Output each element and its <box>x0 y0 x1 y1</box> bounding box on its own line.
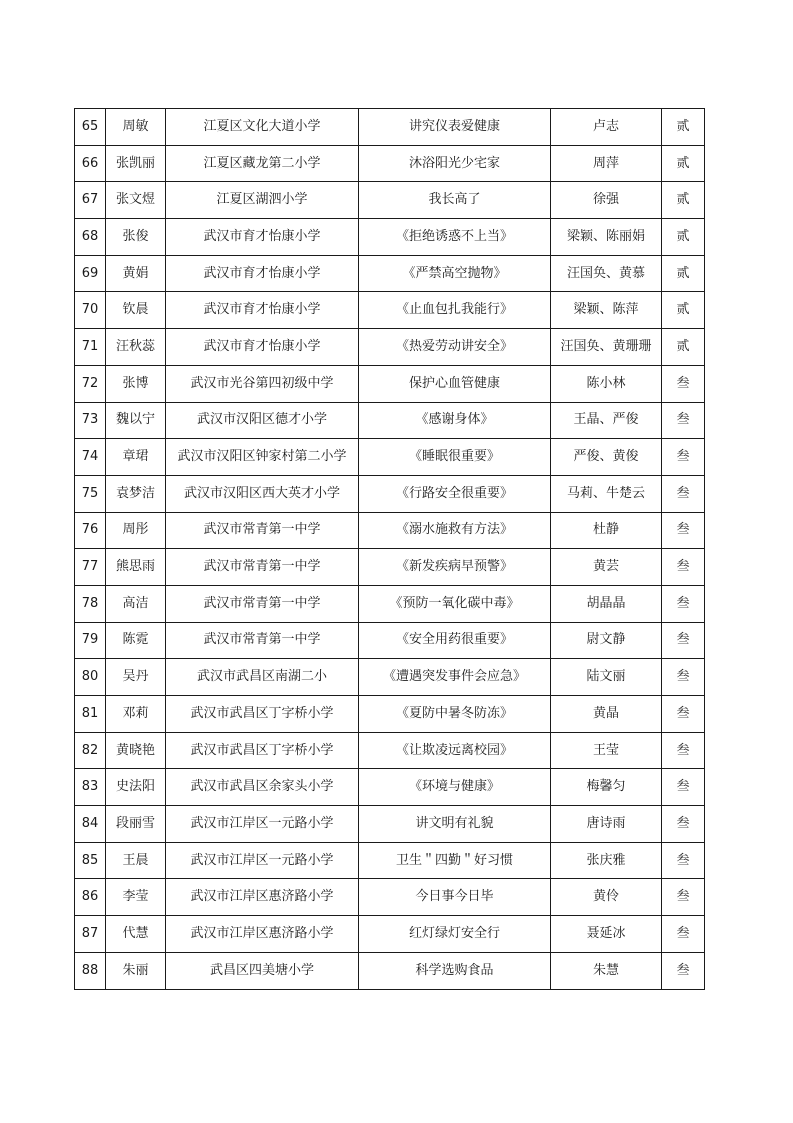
award-level: 叁 <box>662 402 705 439</box>
school-name: 武汉市育才怡康小学 <box>166 255 359 292</box>
entry-title: 讲文明有礼貌 <box>359 806 551 843</box>
entry-number: 77 <box>75 549 106 586</box>
table-row <box>75 439 705 476</box>
entry-title: 科学选购食品 <box>359 952 551 989</box>
table-row <box>75 219 705 256</box>
student-name: 代慧 <box>106 916 166 953</box>
entry-number: 74 <box>75 439 106 476</box>
student-name: 章珺 <box>106 439 166 476</box>
school-name: 武昌区四美塘小学 <box>166 952 359 989</box>
school-name: 武汉市汉阳区德才小学 <box>166 402 359 439</box>
student-name: 王晨 <box>106 842 166 879</box>
award-level: 贰 <box>662 182 705 219</box>
award-level: 叁 <box>662 439 705 476</box>
table-row <box>75 549 705 586</box>
table-row <box>75 512 705 549</box>
entry-title: 《睡眠很重要》 <box>359 439 551 476</box>
entry-number: 75 <box>75 475 106 512</box>
award-level: 叁 <box>662 916 705 953</box>
table-row <box>75 145 705 182</box>
teacher-name: 汪国奂、黄珊珊 <box>551 329 662 366</box>
entry-title: 卫生＂四勤＂好习惯 <box>359 842 551 879</box>
student-name: 史法阳 <box>106 769 166 806</box>
award-level: 叁 <box>662 512 705 549</box>
school-name: 武汉市武昌区余家头小学 <box>166 769 359 806</box>
entry-number: 86 <box>75 879 106 916</box>
award-level: 叁 <box>662 769 705 806</box>
table-row <box>75 769 705 806</box>
student-name: 魏以宁 <box>106 402 166 439</box>
teacher-name: 陆文丽 <box>551 659 662 696</box>
student-name: 熊思雨 <box>106 549 166 586</box>
entry-number: 81 <box>75 696 106 733</box>
entry-title: 《热爱劳动讲安全》 <box>359 329 551 366</box>
entry-title: 我长高了 <box>359 182 551 219</box>
table-row <box>75 365 705 402</box>
teacher-name: 徐强 <box>551 182 662 219</box>
teacher-name: 严俊、黄俊 <box>551 439 662 476</box>
student-name: 张俊 <box>106 219 166 256</box>
student-name: 张文煜 <box>106 182 166 219</box>
entry-number: 83 <box>75 769 106 806</box>
award-level: 贰 <box>662 255 705 292</box>
teacher-name: 马莉、牛楚云 <box>551 475 662 512</box>
table-row <box>75 329 705 366</box>
teacher-name: 张庆雅 <box>551 842 662 879</box>
teacher-name: 梁颖、陈丽娟 <box>551 219 662 256</box>
award-level: 贰 <box>662 292 705 329</box>
table-row <box>75 952 705 989</box>
award-level: 叁 <box>662 952 705 989</box>
award-level: 叁 <box>662 806 705 843</box>
entry-number: 69 <box>75 255 106 292</box>
entry-number: 71 <box>75 329 106 366</box>
teacher-name: 朱慧 <box>551 952 662 989</box>
award-level: 叁 <box>662 732 705 769</box>
school-name: 武汉市光谷第四初级中学 <box>166 365 359 402</box>
entry-title: 《夏防中暑冬防冻》 <box>359 696 551 733</box>
award-level: 叁 <box>662 365 705 402</box>
entry-title: 《严禁高空抛物》 <box>359 255 551 292</box>
entry-number: 78 <box>75 585 106 622</box>
entry-title: 讲究仪表爱健康 <box>359 109 551 146</box>
entry-title: 《溺水施救有方法》 <box>359 512 551 549</box>
entry-title: 《拒绝诱惑不上当》 <box>359 219 551 256</box>
entry-number: 82 <box>75 732 106 769</box>
teacher-name: 黄晶 <box>551 696 662 733</box>
table-row <box>75 879 705 916</box>
teacher-name: 汪国奂、黄慕 <box>551 255 662 292</box>
entry-title: 《止血包扎我能行》 <box>359 292 551 329</box>
table-row <box>75 109 705 146</box>
teacher-name: 黄芸 <box>551 549 662 586</box>
teacher-name: 王莹 <box>551 732 662 769</box>
student-name: 周彤 <box>106 512 166 549</box>
award-level: 贰 <box>662 329 705 366</box>
student-name: 邓莉 <box>106 696 166 733</box>
entry-number: 65 <box>75 109 106 146</box>
school-name: 武汉市汉阳区西大英才小学 <box>166 475 359 512</box>
entry-number: 84 <box>75 806 106 843</box>
entry-title: 《让欺凌远离校园》 <box>359 732 551 769</box>
school-name: 武汉市育才怡康小学 <box>166 329 359 366</box>
entry-number: 79 <box>75 622 106 659</box>
table-row <box>75 585 705 622</box>
school-name: 武汉市常青第一中学 <box>166 549 359 586</box>
table-row <box>75 292 705 329</box>
table-row <box>75 659 705 696</box>
roster-body <box>75 109 705 990</box>
entry-title: 《环境与健康》 <box>359 769 551 806</box>
school-name: 江夏区湖泗小学 <box>166 182 359 219</box>
teacher-name: 胡晶晶 <box>551 585 662 622</box>
award-level: 叁 <box>662 475 705 512</box>
entry-number: 73 <box>75 402 106 439</box>
teacher-name: 尉文静 <box>551 622 662 659</box>
entry-number: 87 <box>75 916 106 953</box>
school-name: 武汉市江岸区一元路小学 <box>166 806 359 843</box>
table-row <box>75 696 705 733</box>
entry-number: 66 <box>75 145 106 182</box>
table-row <box>75 255 705 292</box>
award-roster-table <box>74 108 705 990</box>
entry-number: 85 <box>75 842 106 879</box>
student-name: 吴丹 <box>106 659 166 696</box>
student-name: 陈霓 <box>106 622 166 659</box>
student-name: 黄晓艳 <box>106 732 166 769</box>
school-name: 武汉市武昌区丁字桥小学 <box>166 732 359 769</box>
teacher-name: 唐诗雨 <box>551 806 662 843</box>
award-level: 叁 <box>662 585 705 622</box>
teacher-name: 陈小林 <box>551 365 662 402</box>
table-row <box>75 806 705 843</box>
school-name: 武汉市育才怡康小学 <box>166 219 359 256</box>
table-row <box>75 916 705 953</box>
entry-title: 今日事今日毕 <box>359 879 551 916</box>
school-name: 武汉市武昌区丁字桥小学 <box>166 696 359 733</box>
entry-number: 80 <box>75 659 106 696</box>
school-name: 武汉市江岸区惠济路小学 <box>166 916 359 953</box>
award-level: 叁 <box>662 549 705 586</box>
award-level: 贰 <box>662 145 705 182</box>
entry-title: 沐浴阳光少宅家 <box>359 145 551 182</box>
school-name: 武汉市武昌区南湖二小 <box>166 659 359 696</box>
student-name: 袁梦洁 <box>106 475 166 512</box>
teacher-name: 梅馨匀 <box>551 769 662 806</box>
student-name: 张博 <box>106 365 166 402</box>
school-name: 江夏区文化大道小学 <box>166 109 359 146</box>
entry-number: 67 <box>75 182 106 219</box>
student-name: 朱丽 <box>106 952 166 989</box>
student-name: 张凯丽 <box>106 145 166 182</box>
teacher-name: 周萍 <box>551 145 662 182</box>
award-level: 叁 <box>662 879 705 916</box>
entry-title: 《遭遇突发事件会应急》 <box>359 659 551 696</box>
school-name: 武汉市江岸区惠济路小学 <box>166 879 359 916</box>
student-name: 段丽雪 <box>106 806 166 843</box>
entry-title: 《行路安全很重要》 <box>359 475 551 512</box>
entry-number: 76 <box>75 512 106 549</box>
school-name: 武汉市江岸区一元路小学 <box>166 842 359 879</box>
entry-title: 红灯绿灯安全行 <box>359 916 551 953</box>
table-row <box>75 622 705 659</box>
teacher-name: 黄伶 <box>551 879 662 916</box>
award-level: 叁 <box>662 842 705 879</box>
award-level: 叁 <box>662 696 705 733</box>
entry-title: 《安全用药很重要》 <box>359 622 551 659</box>
table-row <box>75 475 705 512</box>
entry-number: 72 <box>75 365 106 402</box>
student-name: 汪秋蕊 <box>106 329 166 366</box>
award-level: 贰 <box>662 109 705 146</box>
student-name: 黄娟 <box>106 255 166 292</box>
entry-number: 70 <box>75 292 106 329</box>
student-name: 周敏 <box>106 109 166 146</box>
entry-number: 88 <box>75 952 106 989</box>
teacher-name: 梁颖、陈萍 <box>551 292 662 329</box>
entry-title: 《预防一氧化碳中毒》 <box>359 585 551 622</box>
school-name: 武汉市常青第一中学 <box>166 585 359 622</box>
table-row <box>75 732 705 769</box>
school-name: 武汉市常青第一中学 <box>166 512 359 549</box>
student-name: 高洁 <box>106 585 166 622</box>
entry-title: 《感谢身体》 <box>359 402 551 439</box>
award-level: 叁 <box>662 622 705 659</box>
teacher-name: 杜静 <box>551 512 662 549</box>
entry-title: 《新发疾病早预警》 <box>359 549 551 586</box>
school-name: 武汉市汉阳区钟家村第二小学 <box>166 439 359 476</box>
school-name: 武汉市育才怡康小学 <box>166 292 359 329</box>
school-name: 武汉市常青第一中学 <box>166 622 359 659</box>
award-level: 叁 <box>662 659 705 696</box>
school-name: 江夏区藏龙第二小学 <box>166 145 359 182</box>
table-row <box>75 182 705 219</box>
entry-title: 保护心血管健康 <box>359 365 551 402</box>
table-row <box>75 402 705 439</box>
table-row <box>75 842 705 879</box>
teacher-name: 王晶、严俊 <box>551 402 662 439</box>
student-name: 钦晨 <box>106 292 166 329</box>
entry-number: 68 <box>75 219 106 256</box>
teacher-name: 卢志 <box>551 109 662 146</box>
teacher-name: 聂延冰 <box>551 916 662 953</box>
award-level: 贰 <box>662 219 705 256</box>
student-name: 李莹 <box>106 879 166 916</box>
